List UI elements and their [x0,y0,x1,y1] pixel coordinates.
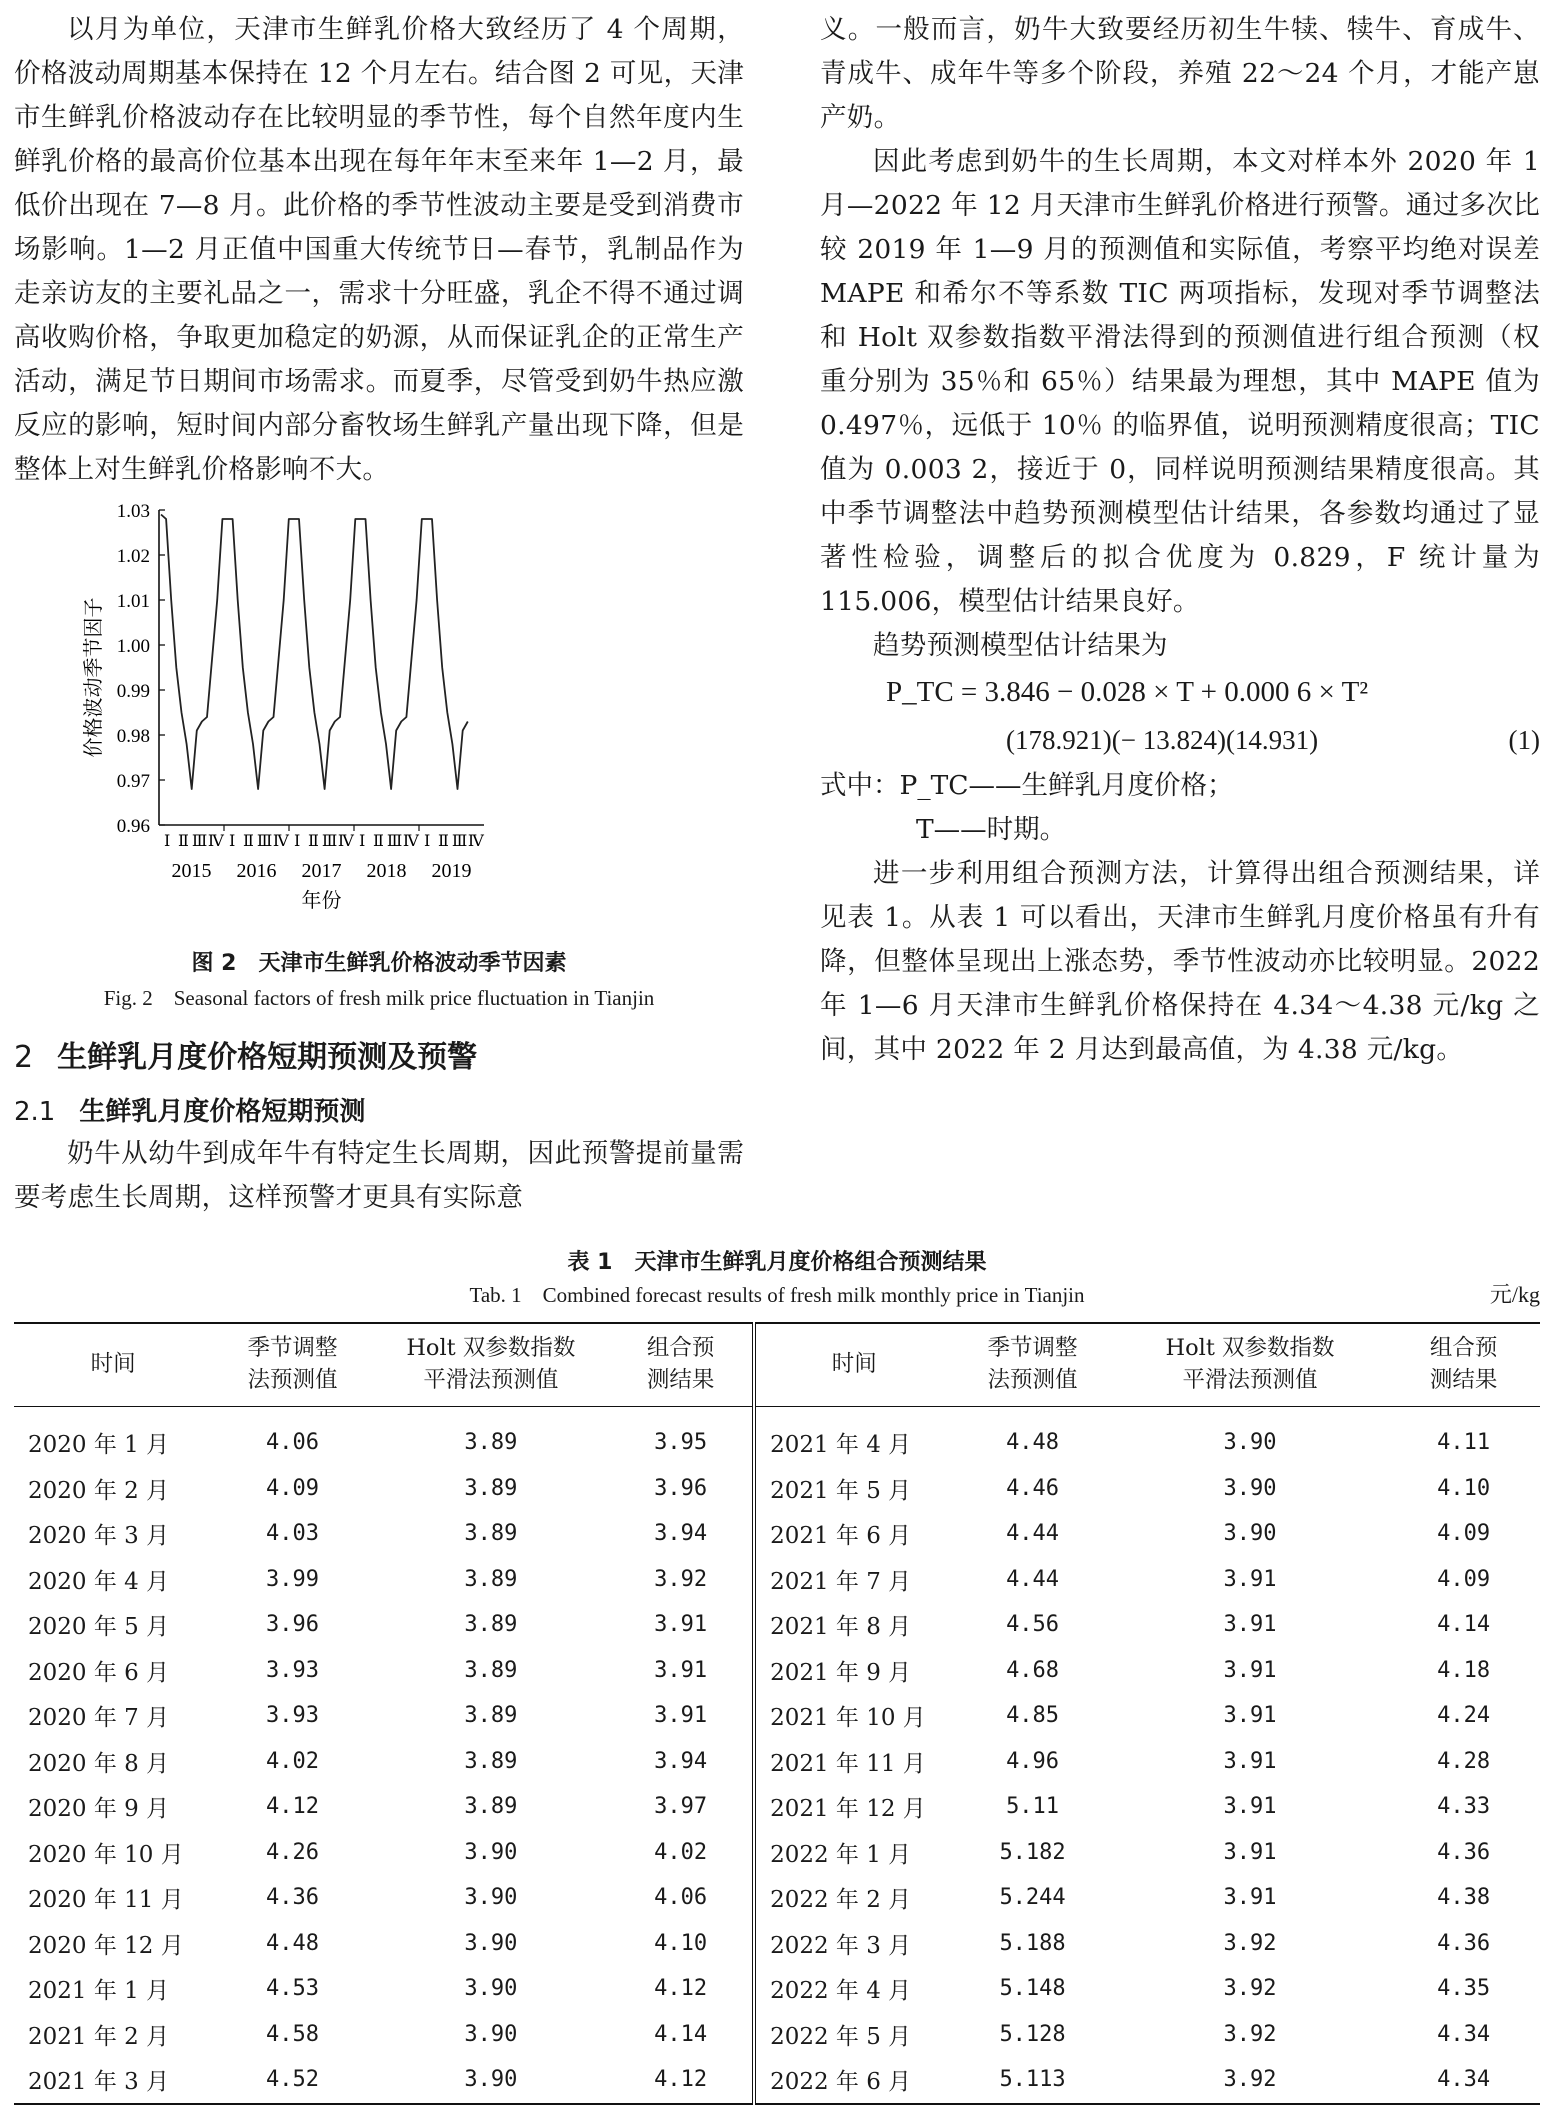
cell-seasonal: 4.44 [1006,1566,1060,1592]
cell-combined: 4.34 [1437,2067,1491,2093]
chart-quarter-label: Ⅳ [467,831,484,850]
cell-holt: 3.91 [1223,1703,1277,1729]
cell-seasonal: 3.99 [265,1566,319,1592]
chart-y-tick-label: 0.96 [116,816,150,837]
table-row [14,1784,1540,1830]
table-row [14,1511,1540,1557]
cell-month: 2021 年 4 月 [754,1407,952,1466]
cell-seasonal: 4.96 [1006,1748,1060,1774]
cell-seasonal: 4.85 [1006,1703,1060,1729]
chart-quarter-label: Ⅳ [402,831,419,850]
left-body [14,8,744,492]
cell-holt: 3.89 [464,1430,518,1456]
cell-month: 2020 年 6 月 [28,1659,170,1686]
chart-y-tick-label: 1.02 [116,546,150,567]
cell-combined: 3.91 [654,1703,708,1729]
cell-holt: 3.90 [464,1839,518,1865]
cell-month: 2021 年 1 月 [28,1978,170,2005]
cell-month: 2021 年 12 月 [754,1784,952,1830]
cell-holt: 3.92 [1223,1976,1277,2002]
column-header-line: 法预测值 [247,1367,338,1393]
cell-seasonal: 5.188 [999,1930,1066,1956]
figure-caption-en: Fig. 2 Seasonal factors of fresh milk price fluctuation in Tianjin [103,986,655,1010]
chart-y-axis-label: 价格波动季节因子 [81,597,105,758]
cell-combined: 3.94 [654,1521,708,1547]
definition-t: T——时期。 [916,814,1067,845]
column-header-line: 组合预 [646,1335,715,1361]
cell-holt: 3.91 [1223,1566,1277,1592]
cell-holt: 3.92 [1223,2067,1277,2093]
cell-seasonal: 4.12 [265,1794,319,1820]
cell-month: 2021 年 9 月 [754,1648,952,1694]
cell-month: 2021 年 2 月 [28,2023,170,2050]
cell-holt: 3.91 [1223,1839,1277,1865]
column-header-line: Holt 双参数指数 [406,1335,576,1361]
chart-y-tick-label: 0.97 [116,771,150,792]
column-header-line: Holt 双参数指数 [1165,1335,1335,1361]
cell-holt: 3.92 [1223,1930,1277,1956]
figure-caption-zh: 图 2 天津市生鲜乳价格波动季节因素 [191,951,567,976]
chart-y-tick-label: 0.99 [116,681,150,702]
table-header-row [14,1323,1540,1407]
column-header [952,1323,1112,1407]
cell-holt: 3.90 [464,1976,518,2002]
subsection-number: 2.1 [14,1097,56,1127]
cell-combined: 4.36 [1437,1930,1491,1956]
right-column [820,8,1540,1072]
column-header-line: 测结果 [646,1367,715,1393]
table-caption [14,1246,1540,1310]
table-row [14,1407,1540,1466]
section-number: 2 [14,1040,34,1075]
table-row [14,2012,1540,2058]
cell-combined: 3.95 [654,1430,708,1456]
chart-x-axis-label: 年份 [301,888,342,912]
chart-quarter-label: Ⅰ [423,831,431,850]
cell-seasonal: 5.148 [999,1976,1066,2002]
cell-month: 2021 年 8 月 [754,1602,952,1648]
cell-holt: 3.91 [1223,1885,1277,1911]
equation-t-stats [820,716,1540,764]
chart-marks [161,515,468,790]
cell-combined: 4.12 [654,2067,708,2093]
cell-combined: 4.28 [1437,1748,1491,1774]
cell-combined: 4.11 [1437,1430,1491,1456]
cell-holt: 3.89 [464,1657,518,1683]
table-row [14,1921,1540,1967]
cell-combined: 3.92 [654,1566,708,1592]
chart-series-line [161,515,468,790]
cell-seasonal: 4.06 [265,1430,319,1456]
cell-combined: 3.91 [654,1657,708,1683]
chart-year-label: 2019 [431,860,472,882]
paragraph-model-intro: 趋势预测模型估计结果为 [873,630,1168,661]
cell-seasonal: 5.182 [999,1839,1066,1865]
cell-combined: 4.34 [1437,2021,1491,2047]
cell-combined: 4.02 [654,1839,708,1865]
cell-holt: 3.91 [1223,1657,1277,1683]
cell-month: 2022 年 5 月 [754,2012,952,2058]
chart-quarter-label: Ⅱ [307,831,319,850]
right-body [820,8,1540,668]
cell-seasonal: 4.58 [265,2021,319,2047]
chart-quarter-label: Ⅰ [163,831,171,850]
table-header [14,1323,1540,1407]
section-heading [14,1036,744,1080]
left-column [14,8,744,1220]
column-header-line: 平滑法预测值 [1182,1367,1318,1393]
chart-quarter-label: Ⅱ [242,831,254,850]
cell-month: 2020 年 7 月 [28,1705,170,1732]
cell-holt: 3.89 [464,1748,518,1774]
cell-seasonal: 4.46 [1006,1475,1060,1501]
table-row [14,1693,1540,1739]
cell-seasonal: 3.93 [265,1703,319,1729]
cell-seasonal: 4.56 [1006,1612,1060,1638]
cell-holt: 3.89 [464,1794,518,1820]
column-header [609,1323,754,1407]
cell-combined: 4.09 [1437,1521,1491,1547]
cell-holt: 3.91 [1223,1748,1277,1774]
cell-combined: 4.38 [1437,1885,1491,1911]
column-header [212,1323,372,1407]
cell-seasonal: 4.36 [265,1885,319,1911]
table-row [14,1557,1540,1603]
cell-holt: 3.91 [1223,1794,1277,1820]
column-header-line: 组合预 [1429,1335,1498,1361]
chart-year-label: 2016 [236,860,277,882]
column-header [373,1323,610,1407]
cell-combined: 4.10 [1437,1475,1491,1501]
table-row [14,1602,1540,1648]
cell-month: 2020 年 10 月 [28,1841,184,1868]
chart-quarter-label: Ⅱ [437,831,449,850]
cell-seasonal: 4.09 [265,1475,319,1501]
table-caption-en-row [14,1280,1540,1310]
table-unit: 元/kg [1489,1282,1540,1307]
cell-holt: 3.92 [1223,2021,1277,2047]
cell-seasonal: 4.68 [1006,1657,1060,1683]
chart-year-label: 2018 [366,860,407,882]
equation-line: P_TC = 3.846 − 0.028 × T + 0.000 6 × T² [886,676,1369,708]
chart-quarter-label: Ⅲ [191,831,208,850]
cell-seasonal: 5.113 [999,2067,1066,2093]
table-1 [14,1246,1540,2105]
subsection-title: 生鲜乳月度价格短期预测 [79,1097,366,1127]
cell-month: 2020 年 12 月 [28,1932,184,1959]
cell-combined: 4.35 [1437,1976,1491,2002]
cell-seasonal: 4.26 [265,1839,319,1865]
figure-2 [14,502,744,942]
cell-seasonal: 4.53 [265,1976,319,2002]
cell-seasonal: 4.03 [265,1521,319,1547]
cell-combined: 4.18 [1437,1657,1491,1683]
cell-combined: 4.09 [1437,1566,1491,1592]
cell-seasonal: 5.244 [999,1885,1066,1911]
chart-quarter-label: Ⅱ [177,831,189,850]
table-row [14,1466,1540,1512]
column-header [1387,1323,1540,1407]
cell-holt: 3.90 [1223,1430,1277,1456]
cell-holt: 3.90 [464,1930,518,1956]
cell-holt: 3.89 [464,1521,518,1547]
cell-seasonal: 4.52 [265,2067,319,2093]
section-title: 生鲜乳月度价格短期预测及预警 [57,1040,478,1075]
chart-quarter-label: Ⅰ [228,831,236,850]
cell-month: 2021 年 7 月 [754,1557,952,1603]
equation-t-values: (178.921)(− 13.824)(14.931) [1006,725,1319,755]
table-row [14,1830,1540,1876]
cell-holt: 3.89 [464,1612,518,1638]
seasonal-factor-chart [14,502,744,942]
cell-combined: 3.96 [654,1475,708,1501]
forecast-table [14,1322,1540,2105]
cell-seasonal: 3.96 [265,1612,319,1638]
paragraph-seasonality: 以月为单位，天津市生鲜乳价格大致经历了 4 个周期，价格波动周期基本保持在 12 个月左右。结合图 2 可见，天津市生鲜乳价格波动存在比较明显的季节性，每个自然年度内生鲜乳价格的最高价位基本出现在每年年末至来年 1—2 月，最低价出现在 7—8 月。此价格的季节性波动主要是受到消费市场影响。1—2 月正值中国重大传统节日—春节，乳制品作为走亲访友的主要礼品之一，需求十分旺盛，乳企不得不通过调高收购价格，争取更加稳定的奶源，从而保证乳企的正常生产活动，满足节日期间市场需求。而夏季，尽管受到奶牛热应激反应的影响，短时间内部分畜牧场生鲜乳产量出现下降，但是整体上对生鲜乳价格影响不大。 [14,14,744,485]
cell-combined: 4.12 [654,1976,708,2002]
paragraph-results: 进一步利用组合预测方法，计算得出组合预测结果，详见表 1。从表 1 可以看出，天津市生鲜乳月度价格虽有升有降，但整体呈现出上涨态势，季节性波动亦比较明显。2022 年 1—6 月天津市生鲜乳价格保持在 4.34～4.38 元/kg 之间，其中 2022 年 2 月达到最高值，为 4.38 元/kg。 [820,858,1540,1065]
right-body-2 [820,852,1540,1072]
column-header-line: 法预测值 [987,1367,1078,1393]
cell-combined: 3.91 [654,1612,708,1638]
chart-year-label: 2017 [301,860,342,882]
chart-quarter-label: Ⅳ [272,831,289,850]
cell-combined: 4.14 [1437,1612,1491,1638]
cell-month: 2020 年 11 月 [28,1887,184,1914]
cell-seasonal: 3.93 [265,1657,319,1683]
column-header-line: 时间 [831,1351,877,1377]
cell-seasonal: 5.11 [1006,1794,1060,1820]
chart-year-label: 2015 [171,860,212,882]
cell-seasonal: 4.48 [1006,1430,1060,1456]
cell-month: 2020 年 5 月 [28,1614,170,1641]
table-row [14,1875,1540,1921]
cell-combined: 4.14 [654,2021,708,2047]
column-header-line: 季节调整 [987,1335,1078,1361]
cell-holt: 3.90 [464,2021,518,2047]
chart-quarter-label: Ⅳ [337,831,354,850]
cell-seasonal: 4.48 [265,1930,319,1956]
column-header-line: 时间 [90,1351,136,1377]
cell-combined: 4.24 [1437,1703,1491,1729]
paragraph-growth-cycle: 奶牛从幼牛到成年牛有特定生长周期，因此预警提前量需要考虑生长周期，这样预警才更具有实际意 [14,1138,744,1213]
cell-holt: 3.90 [1223,1521,1277,1547]
chart-y-tick-label: 1.01 [116,591,150,612]
column-header [14,1323,212,1407]
figure-caption [14,946,744,1014]
chart-quarter-label: Ⅰ [358,831,366,850]
cell-month: 2020 年 2 月 [28,1477,170,1504]
cell-seasonal: 4.02 [265,1748,319,1774]
cell-holt: 3.89 [464,1475,518,1501]
table-row [14,1966,1540,2012]
chart-quarter-label: Ⅲ [386,831,403,850]
cell-combined: 4.06 [654,1885,708,1911]
cell-holt: 3.89 [464,1703,518,1729]
cell-month: 2022 年 1 月 [754,1830,952,1876]
chart-quarter-label: Ⅱ [372,831,384,850]
cell-seasonal: 5.128 [999,2021,1066,2047]
chart-quarter-label: Ⅳ [207,831,224,850]
cell-month: 2022 年 6 月 [754,2057,952,2104]
paragraph-forecast-method: 因此考虑到奶牛的生长周期，本文对样本外 2020 年 1 月—2022 年 12 月天津市生鲜乳价格进行预警。通过多次比较 2019 年 1—9 月的预测值和实际值，考察平均绝对误差 MAPE 和希尔不等系数 TIC 两项指标，发现对季节调整法和 Holt 双参数指数平滑法得到的预测值进行组合预测（权重分别为 35％和 65％）结果最为理想，其中 MAPE 值为 0.497％，远低于 10％ 的临界值，说明预测精度很高；TIC 值为 0.003 2，接近于 0，同样说明预测结果精度很高。其中季节调整法中趋势预测模型估计结果，各参数均通过了显著性检验，调整后的拟合优度为 0.829，F 统计量为 115.006，模型估计结果良好。 [820,146,1540,617]
column-header-line: 平滑法预测值 [423,1367,559,1393]
cell-month: 2021 年 10 月 [754,1693,952,1739]
cell-month: 2020 年 1 月 [28,1432,170,1459]
column-header-line: 测结果 [1429,1367,1498,1393]
cell-holt: 3.90 [464,1885,518,1911]
chart-y-tick-label: 1.03 [116,502,150,522]
table-row [14,1648,1540,1694]
cell-holt: 3.89 [464,1566,518,1592]
cell-month: 2020 年 3 月 [28,1523,170,1550]
table-row [14,1739,1540,1785]
cell-month: 2022 年 2 月 [754,1875,952,1921]
subsection-heading [14,1092,744,1132]
chart-quarter-label: Ⅲ [321,831,338,850]
cell-combined: 3.97 [654,1794,708,1820]
chart-y-tick-label: 1.00 [116,636,150,657]
cell-month: 2022 年 4 月 [754,1966,952,2012]
chart-quarter-label: Ⅲ [256,831,273,850]
equation-number: (1) [1508,725,1540,755]
table-body [14,1407,1540,2104]
cell-month: 2021 年 11 月 [754,1739,952,1785]
cell-combined: 4.10 [654,1930,708,1956]
cell-month: 2022 年 3 月 [754,1921,952,1967]
cell-month: 2020 年 4 月 [28,1568,170,1595]
cell-combined: 3.94 [654,1748,708,1774]
paragraph-continued: 义。一般而言，奶牛大致要经历初生牛犊、犊牛、育成牛、青成牛、成年牛等多个阶段，养殖 22～24 个月，才能产崽产奶。 [820,14,1540,133]
cell-month: 2020 年 9 月 [28,1796,170,1823]
table-row [14,2057,1540,2104]
column-header [1113,1323,1388,1407]
cell-holt: 3.90 [1223,1475,1277,1501]
cell-month: 2021 年 6 月 [754,1511,952,1557]
table-caption-zh: 表 1 天津市生鲜乳月度价格组合预测结果 [567,1250,987,1275]
column-header-line: 季节调整 [247,1335,338,1361]
chart-y-tick-label: 0.98 [116,726,150,747]
chart-quarter-label: Ⅲ [451,831,468,850]
equation-1 [820,668,1540,764]
cell-month: 2021 年 5 月 [754,1466,952,1512]
cell-month: 2021 年 3 月 [28,2069,170,2096]
cell-holt: 3.91 [1223,1612,1277,1638]
definition-ptc: 式中：P_TC——生鲜乳月度价格； [820,770,1234,801]
cell-combined: 4.36 [1437,1839,1491,1865]
table-caption-en: Tab. 1 Combined forecast results of fresh milk monthly price in Tianjin [469,1283,1085,1307]
cell-holt: 3.90 [464,2067,518,2093]
cell-month: 2020 年 8 月 [28,1750,170,1777]
chart-quarter-label: Ⅰ [293,831,301,850]
cell-combined: 4.33 [1437,1794,1491,1820]
column-header [754,1323,952,1407]
left-body-2 [14,1132,744,1220]
cell-seasonal: 4.44 [1006,1521,1060,1547]
